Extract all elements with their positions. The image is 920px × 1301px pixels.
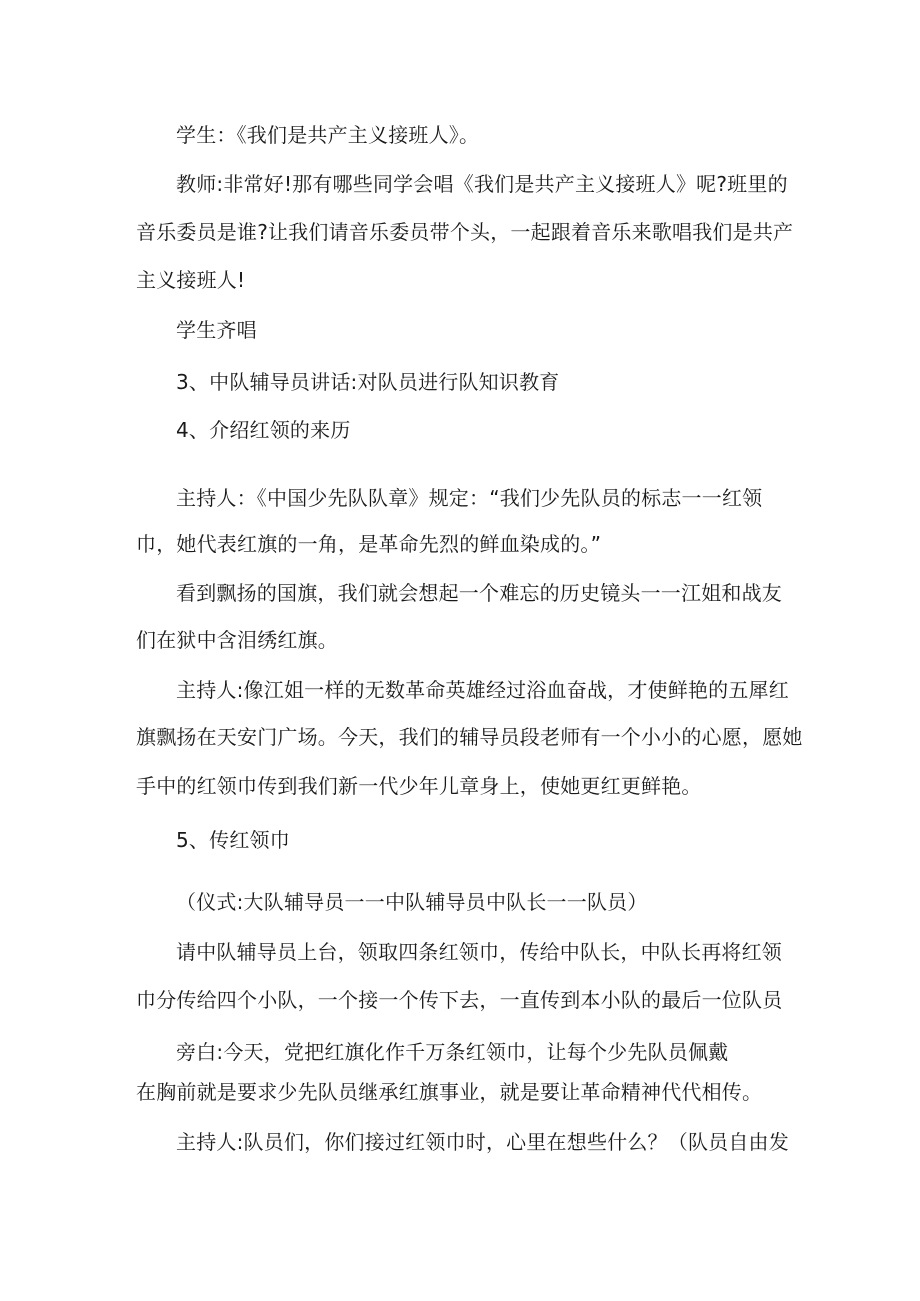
text-line: 在胸前就是要求少先队员继承红旗事业，就是要让革命精神代代相传。 bbox=[136, 1080, 763, 1104]
text-line: 手中的红领巾传到我们新一代少年儿章身上，使她更红更鲜艳。 bbox=[136, 774, 702, 798]
text-line: 学生：《我们是共产主义接班人》。 bbox=[176, 123, 480, 147]
text-line: 们在狱中含泪绣红旗。 bbox=[136, 628, 338, 652]
text-line: 旁白:今天，党把红旗化作千万条红领巾，让每个少先队员佩戴 bbox=[176, 1040, 729, 1064]
text-line: 看到飘扬的国旗，我们就会想起一个难忘的历史镜头一一江姐和战友 bbox=[176, 581, 782, 605]
text-line: 巾，她代表红旗的一角，是革命先烈的鲜血染成的。” bbox=[136, 532, 602, 556]
text-line: 请中队辅导员上台，领取四条红领巾，传给中队长，中队长再将红领 bbox=[176, 940, 782, 964]
text-line: 教师:非常好!那有哪些同学会唱《我们是共产主义接班人》呢?班里的 bbox=[176, 172, 788, 196]
text-line: 4、介绍红领的来历 bbox=[176, 418, 351, 442]
text-line: 主持人：《中国少先队队章》规定：“我们少先队员的标志一一红领 bbox=[176, 486, 763, 510]
text-line: （仪式:大队辅导员一一中队辅导员中队长一一队员） bbox=[176, 890, 648, 914]
text-line: 音乐委员是谁?让我们请音乐委员带个头，一起跟着音乐来歌唱我们是共产 bbox=[136, 220, 794, 244]
text-line: 巾分传给四个小队，一个接一个传下去，一直传到本小队的最后一位队员 bbox=[136, 988, 783, 1012]
text-line: 学生齐唱 bbox=[176, 318, 257, 342]
text-line: 旗飘扬在天安门广场。今天，我们的辅导员段老师有一个小小的心愿，愿她 bbox=[136, 725, 803, 749]
text-line: 3、中队辅导员讲话:对队员进行队知识教育 bbox=[176, 370, 560, 394]
text-line: 主持人:队员们，你们接过红领巾时，心里在想些什么？（队员自由发 bbox=[176, 1130, 789, 1154]
text-line: 主义接班人! bbox=[136, 268, 246, 292]
text-line: 5、传红领巾 bbox=[176, 828, 290, 852]
text-line: 主持人:像江姐一样的无数革命英雄经过浴血奋战，才使鲜艳的五犀红 bbox=[176, 678, 789, 702]
